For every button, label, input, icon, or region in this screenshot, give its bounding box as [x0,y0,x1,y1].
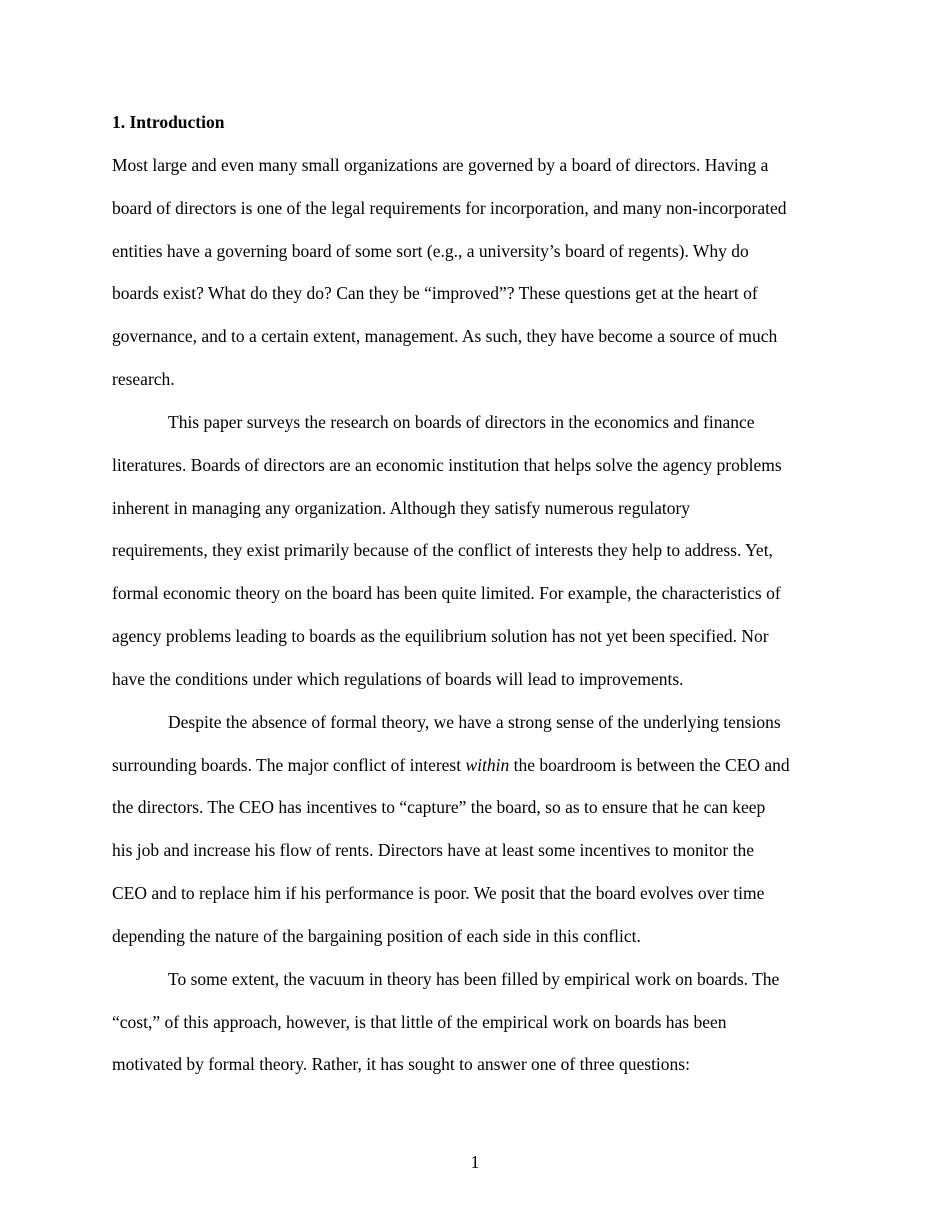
text-line: entities have a governing board of some sort (e.g., a university’s board of regents). Why do [112,240,749,261]
page-number: 1 [470,1152,480,1172]
text-segment: surrounding boards. The major conflict of interest [112,754,466,775]
text-line: Despite the absence of formal theory, we have a strong sense of the underlying tensions [168,711,781,732]
text-segment: the boardroom is between the CEO and [509,754,790,775]
text-line: agency problems leading to boards as the equilibrium solution has not yet been specified. Nor [112,626,769,647]
text-line: research. [112,369,175,390]
text-line: requirements, they exist primarily because of the conflict of interests they help to address. Yet, [112,540,773,561]
section-heading: 1. Introduction [112,112,225,132]
text-line: To some extent, the vacuum in theory has been filled by empirical work on boards. The [168,968,780,989]
text-line: CEO and to replace him if his performance is poor. We posit that the board evolves over time [112,883,765,904]
text-line: motivated by formal theory. Rather, it has sought to answer one of three questions: [112,1054,690,1075]
text-line: have the conditions under which regulations of boards will lead to improvements. [112,668,684,689]
text-line: boards exist? What do they do? Can they be “improved”? These questions get at the heart of [112,283,758,304]
emphasized-word: within [465,754,510,775]
text-line: literatures. Boards of directors are an economic institution that helps solve the agency problems [112,454,782,475]
text-line [112,751,852,794]
text-line: “cost,” of this approach, however, is that little of the empirical work on boards has been [112,1011,727,1032]
body-text [112,151,852,1093]
text-line: formal economic theory on the board has been quite limited. For example, the characteristics of [112,583,781,604]
text-line: board of directors is one of the legal requirements for incorporation, and many non-incorporated [112,197,787,218]
text-line: governance, and to a certain extent, management. As such, they have become a source of much [112,326,778,347]
text-line: the directors. The CEO has incentives to “capture” the board, so as to ensure that he can keep [112,797,766,818]
text-line: Most large and even many small organizations are governed by a board of directors. Having a [112,155,769,175]
text-line: his job and increase his flow of rents. Directors have at least some incentives to monitor the [112,840,754,861]
text-line: depending the nature of the bargaining position of each side in this conflict. [112,925,641,946]
text-line: inherent in managing any organization. Although they satisfy numerous regulatory [112,497,691,518]
text-line: This paper surveys the research on boards of directors in the economics and finance [168,411,755,432]
